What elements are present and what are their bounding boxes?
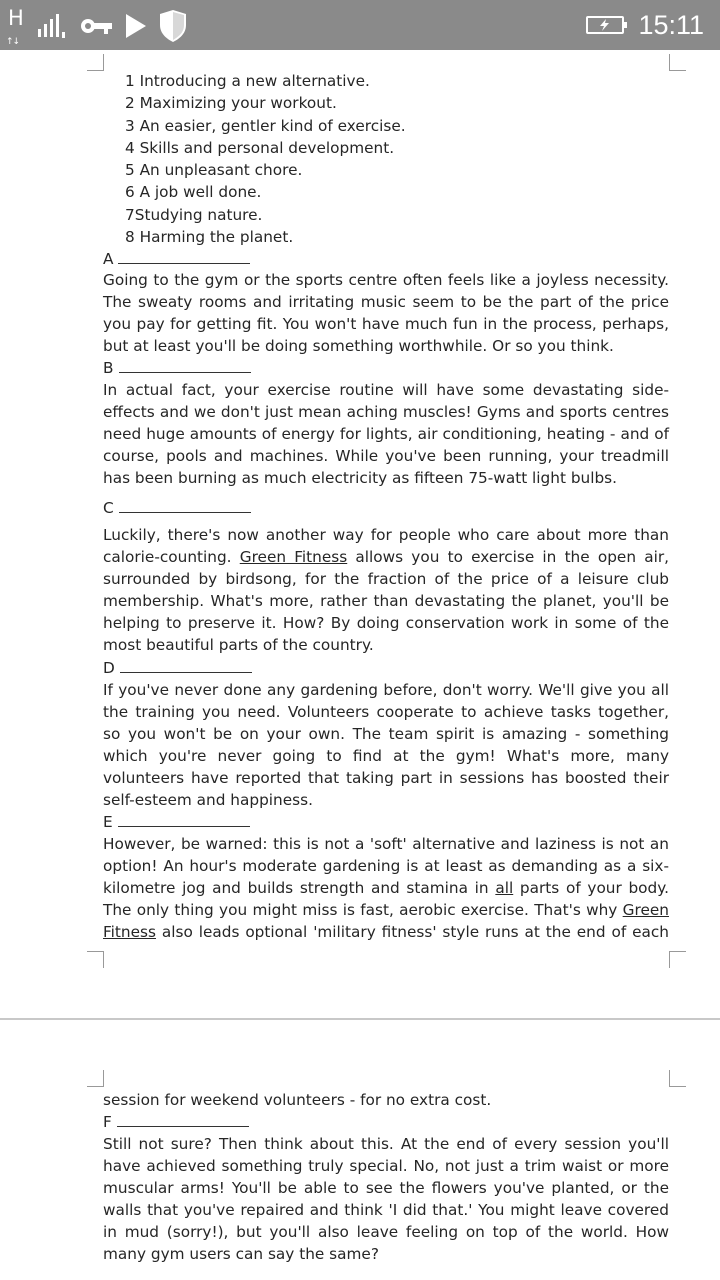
- answer-blank[interactable]: [119, 360, 251, 373]
- page-break: [0, 1018, 720, 1020]
- list-item: 7Studying nature.: [125, 205, 263, 224]
- paragraph-e: However, be warned: this is not a 'soft' alternative and laziness is not an option! An hour's moderate gardening is at least as demanding as a six-kilometre jog and builds strength and stamina in all parts of your body. The only thing you might miss is fast, aerobic exercise. That's why Green Fitness also leads optional 'military fitness' style runs at the end of each: [103, 835, 669, 941]
- paragraph-label-d: D: [103, 657, 669, 679]
- answer-blank[interactable]: [120, 660, 252, 673]
- paragraph-b: In actual fact, your exercise routine will have some devastating side-effects and we don't just mean aching muscles! Gyms and sports centres need huge amounts of energy for lights, air conditioning, heating - and of course, pools and machines. While you've been running, your treadmill has been burning as much electricity as fifteen 75-watt light bulbs.: [103, 381, 669, 487]
- paragraph-c: Luckily, there's now another way for people who care about more than calorie-counting. Green Fitness allows you to exercise in the open air, surrounded by birdsong, for the fraction of the price of a leisure club membership. What's more, rather than devastating the planet, you'll be helping to preserve it. How? By doing conservation work in some of the most beautiful parts of the country.: [103, 526, 669, 654]
- answer-blank[interactable]: [118, 814, 250, 827]
- paragraph-label-b: B: [103, 357, 669, 379]
- list-item: 1 Introducing a new alternative.: [125, 72, 370, 90]
- paragraph-label-c: C: [103, 497, 669, 519]
- green-fitness-link: Green Fitness: [103, 901, 669, 941]
- all-underlined: all: [495, 879, 514, 897]
- page-corner-mark: [669, 54, 686, 71]
- list-item: 3 An easier, gentler kind of exercise.: [125, 116, 406, 135]
- page-corner-mark: [669, 1070, 686, 1087]
- key-icon: [80, 16, 114, 36]
- signal-icon: [36, 13, 70, 39]
- status-bar: [0, 0, 720, 50]
- paragraph-e-continued: session for weekend volunteers - for no extra cost.: [103, 1091, 492, 1109]
- green-fitness-link: Green Fitness: [239, 548, 348, 566]
- paragraph-label-e: E: [103, 811, 669, 833]
- paragraph-d: If you've never done any gardening before, don't worry. We'll give you all the training you need. Volunteers cooperate to achieve tasks together, so you won't be on your own. The team spirit is amazing - something which you're never going to find at the gym! What's more, many volunteers have reported that taking part in sessions has boosted their self-esteem and happiness.: [103, 681, 669, 809]
- paragraph-a: Going to the gym or the sports centre often feels like a joyless necessity. The sweaty rooms and irritating music seem to be the part of the price you pay for getting fit. You won't have much fun in the process, perhaps, but at least you'll be doing something worthwhile. Or so you think.: [103, 271, 669, 355]
- paragraph-f: Still not sure? Then think about this. At the end of every session you'll have achieved something truly special. No, not just a trim waist or more muscular arms! You'll be able to see the flowers you've planted, or the walls that you've repaired and think 'I did that.' You might leave covered in mud (sorry!), but you'll also leave feeling on top of the world. How many gym users can say the same?: [103, 1135, 669, 1263]
- list-item: 4 Skills and personal development.: [125, 138, 395, 157]
- page-corner-mark: [87, 951, 104, 968]
- play-icon: [124, 13, 148, 39]
- network-type-icon: H ↑↓: [6, 6, 24, 47]
- page-corner-mark: [669, 951, 686, 968]
- page-corner-mark: [87, 1070, 104, 1087]
- clock: 15:11: [638, 9, 704, 40]
- answer-blank[interactable]: [117, 1114, 249, 1127]
- paragraph-label-f: F: [103, 1111, 669, 1133]
- list-item: 6 A job well done.: [125, 183, 262, 202]
- shield-icon: [158, 9, 188, 43]
- paragraph-label-a: A: [103, 248, 669, 270]
- headings-list: [125, 70, 406, 248]
- answer-blank[interactable]: [119, 500, 251, 513]
- list-item: 5 An unpleasant chore.: [125, 161, 303, 180]
- list-item: 2 Maximizing your workout.: [125, 94, 337, 113]
- page-corner-mark: [87, 54, 104, 71]
- answer-blank[interactable]: [118, 251, 250, 264]
- battery-charging-icon: [586, 16, 624, 34]
- list-item: 8 Harming the planet.: [125, 228, 294, 247]
